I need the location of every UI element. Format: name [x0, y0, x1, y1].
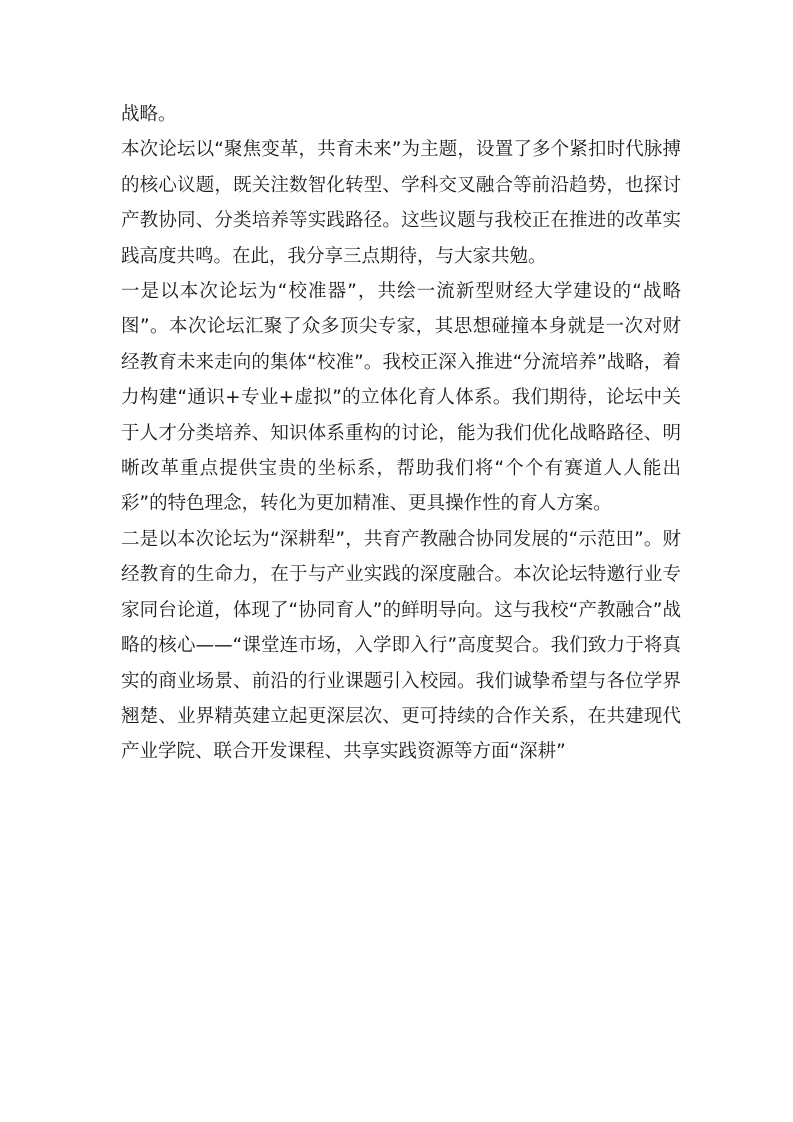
paragraph-plough: 二是以本次论坛为“深耕犁”，共育产教融合协同发展的“示范田”。财经教育的生命力，在于与产业实践的深度融合。本次论坛特邀行业专家同台论道，体现了“协同育人”的鲜明导向。这与我校“产教融合”战略的核心——“课堂连市场，入学即入行”高度契合。我们致力于将真实的商业场景、前沿的行业课题引入校园。我们诚挚希望与各位学界翘楚、业界精英建立起更深层次、更可持续的合作关系，在共建现代产业学院、联合开发课程、共享实践资源等方面“深耕” [121, 528, 681, 763]
paragraph-calibrator: 一是以本次论坛为“校准器”，共绘一流新型财经大学建设的“战略图”。本次论坛汇聚了众多顶尖专家，其思想碰撞本身就是一次对财经教育未来走向的集体“校准”。我校正深入推进“分流培养”战略，着力构建“通识+专业+虚拟”的立体化育人体系。我们期待，论坛中关于人才分类培养、知识体系重构的讨论，能为我们优化战略路径、明晰改革重点提供宝贵的坐标系，帮助我们将“个个有赛道人人能出彩”的特色理念，转化为更加精准、更具操作性的育人方案。 [121, 281, 681, 515]
document-body [121, 97, 681, 770]
paragraph-forum-theme: 本次论坛以“聚焦变革，共育未来”为主题，设置了多个紧扣时代脉搏的核心议题，既关注数智化转型、学科交叉融合等前沿趋势，也探讨产教协同、分类培养等实践路径。这些议题与我校正在推进的改革实践高度共鸣。在此，我分享三点期待，与大家共勉。 [121, 139, 681, 267]
paragraph-strategy-fragment: 战略。 [121, 104, 177, 125]
